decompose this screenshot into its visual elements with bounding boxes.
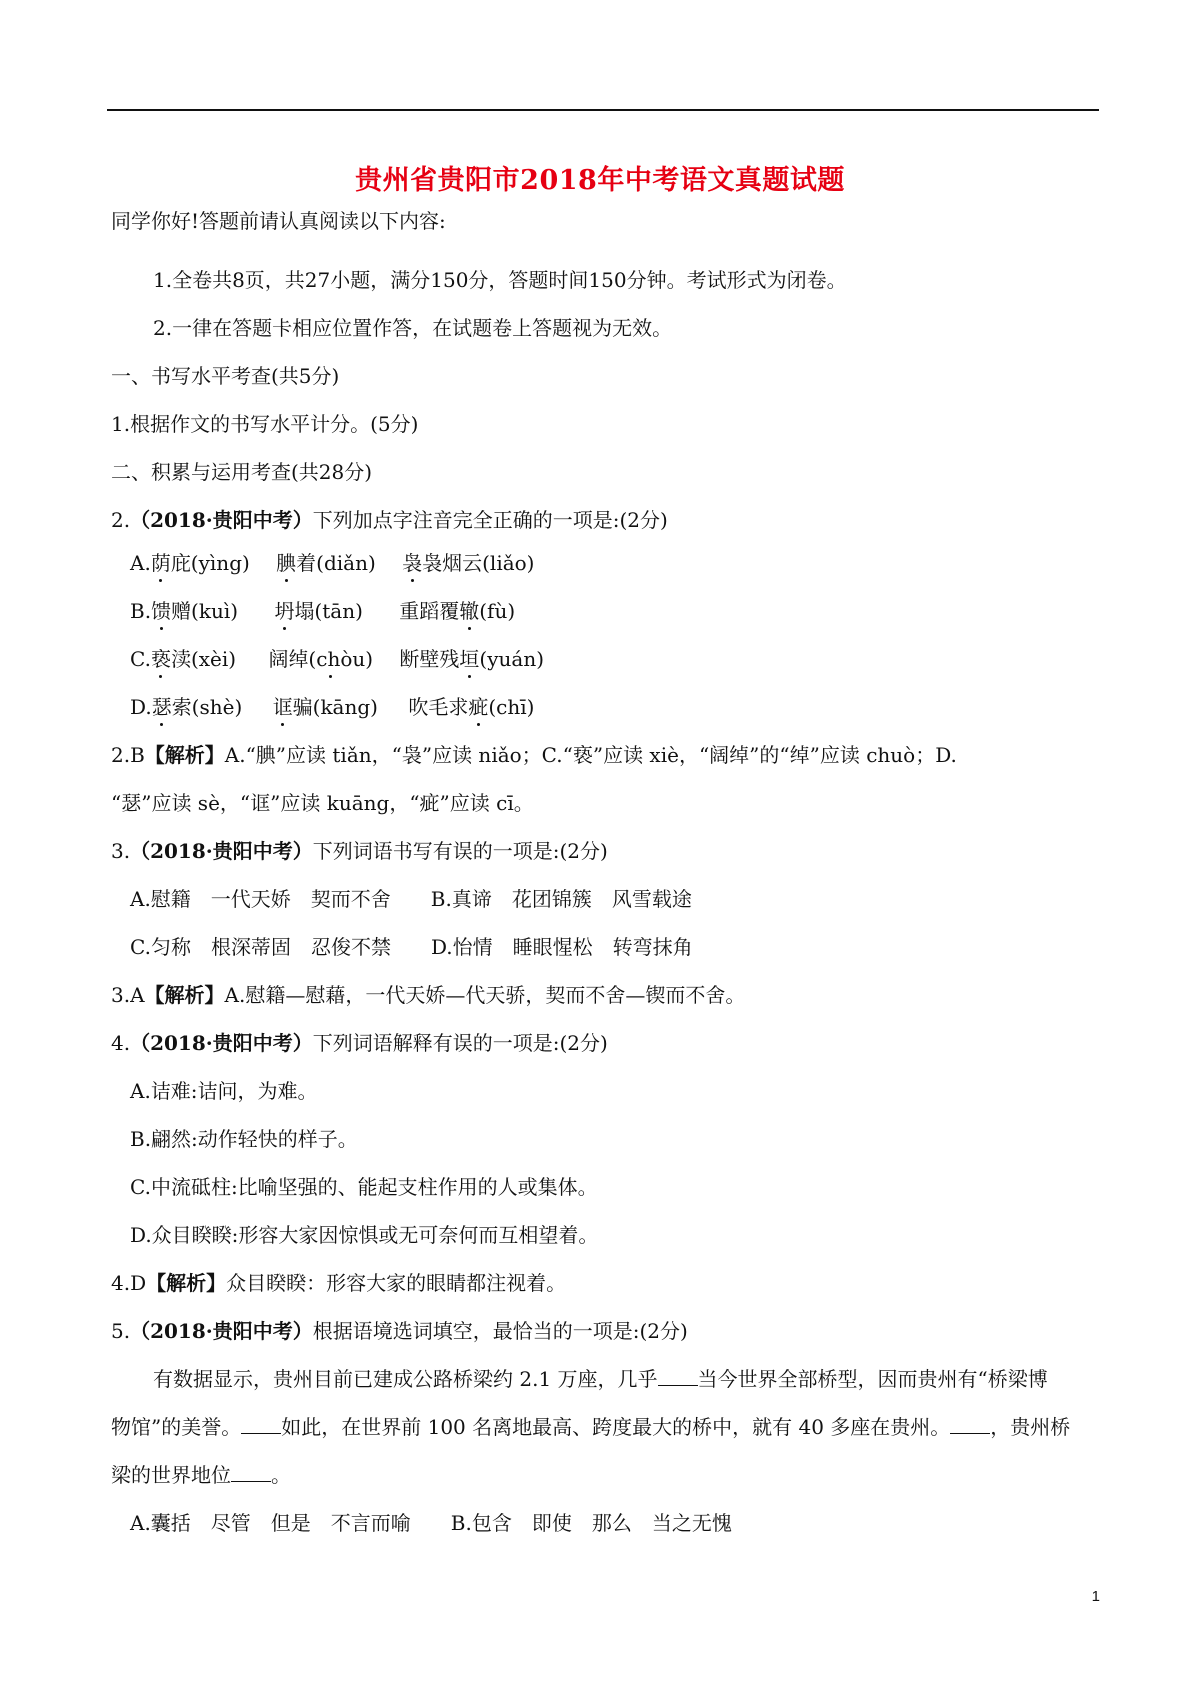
q3-options-cd: C.匀称 根深蒂固 忍俊不禁 D.怡情 睡眼惺松 转弯抹角 bbox=[130, 935, 693, 959]
page-number: 1 bbox=[1091, 1588, 1100, 1605]
intro-note-1: 1.全卷共8页，共27小题，满分150分，答题时间150分钟。考试形式为闭卷。 bbox=[153, 268, 847, 292]
question-2: 2.（2018·贵阳中考）下列加点字注音完全正确的一项是:(2分) bbox=[111, 508, 668, 532]
answer-blank bbox=[658, 1367, 698, 1386]
q2-option-c: C.亵渎(xèi) 阔绰(chòu) 断壁残垣(yuán) bbox=[130, 647, 544, 671]
question-1: 1.根据作文的书写水平计分。(5分) bbox=[111, 412, 419, 436]
intro-greeting: 同学你好!答题前请认真阅读以下内容: bbox=[111, 209, 446, 233]
section-2-heading: 二、积累与运用考查(共28分) bbox=[111, 460, 373, 484]
q5-passage-line-2: 物馆”的美誉。 如此，在世界前 100 名离地最高、跨度最大的桥中，就有 40 多座在贵州。 ，贵州桥 bbox=[111, 1415, 1071, 1439]
q2-option-a: A.荫庇(yìng) 腆着(diǎn) 袅袅烟云(liǎo) bbox=[130, 551, 535, 575]
answer-blank bbox=[950, 1415, 990, 1434]
question-5: 5.（2018·贵阳中考）根据语境选词填空，最恰当的一项是:(2分) bbox=[111, 1319, 688, 1343]
question-3: 3.（2018·贵阳中考）下列词语书写有误的一项是:(2分) bbox=[111, 839, 608, 863]
intro-note-2: 2.一律在答题卡相应位置作答，在试题卷上答题视为无效。 bbox=[153, 316, 673, 340]
q5-options: A.囊括 尽管 但是 不言而喻 B.包含 即使 那么 当之无愧 bbox=[130, 1511, 732, 1535]
question-4: 4.（2018·贵阳中考）下列词语解释有误的一项是:(2分) bbox=[111, 1031, 608, 1055]
q4-option-b: B.翩然:动作轻快的样子。 bbox=[130, 1127, 358, 1151]
q4-option-d: D.众目睽睽:形容大家因惊惧或无可奈何而互相望着。 bbox=[130, 1223, 599, 1247]
header-rule bbox=[107, 109, 1099, 111]
q3-answer: 3.A【解析】A.慰籍—慰藉，一代天娇—代天骄，契而不舍—锲而不舍。 bbox=[111, 983, 746, 1007]
q5-passage-line-1: 有数据显示，贵州目前已建成公路桥梁约 2.1 万座，几乎 当今世界全部桥型，因而贵州有“桥梁博 bbox=[153, 1367, 1048, 1391]
q4-option-c: C.中流砥柱:比喻坚强的、能起支柱作用的人或集体。 bbox=[130, 1175, 598, 1199]
q5-passage-line-3: 梁的世界地位 。 bbox=[111, 1463, 291, 1487]
q2-answer-cont: “瑟”应读 sè，“诓”应读 kuāng，“疵”应读 cī。 bbox=[111, 791, 534, 815]
q4-option-a: A.诘难:诘问，为难。 bbox=[130, 1079, 318, 1103]
q2-option-b: B.馈赠(kuì) 坍塌(tān) 重蹈覆辙(fù) bbox=[130, 599, 516, 623]
q3-options-ab: A.慰籍 一代天娇 契而不舍 B.真谛 花团锦簇 风雪载途 bbox=[130, 887, 692, 911]
q4-answer: 4.D【解析】众目睽睽：形容大家的眼睛都注视着。 bbox=[111, 1271, 567, 1295]
q2-answer: 2.B【解析】A.“腆”应读 tiǎn，“袅”应读 niǎo；C.“亵”应读 xiè，“阔绰”的“绰”应读 chuò；D. bbox=[111, 743, 957, 767]
answer-blank bbox=[241, 1415, 281, 1434]
answer-blank bbox=[231, 1463, 271, 1482]
section-1-heading: 一、书写水平考查(共5分) bbox=[111, 364, 340, 388]
q2-option-d: D.瑟索(shè) 诓骗(kāng) 吹毛求疵(chī) bbox=[130, 695, 535, 719]
page-title: 贵州省贵阳市2018年中考语文真题试题 bbox=[355, 165, 845, 196]
